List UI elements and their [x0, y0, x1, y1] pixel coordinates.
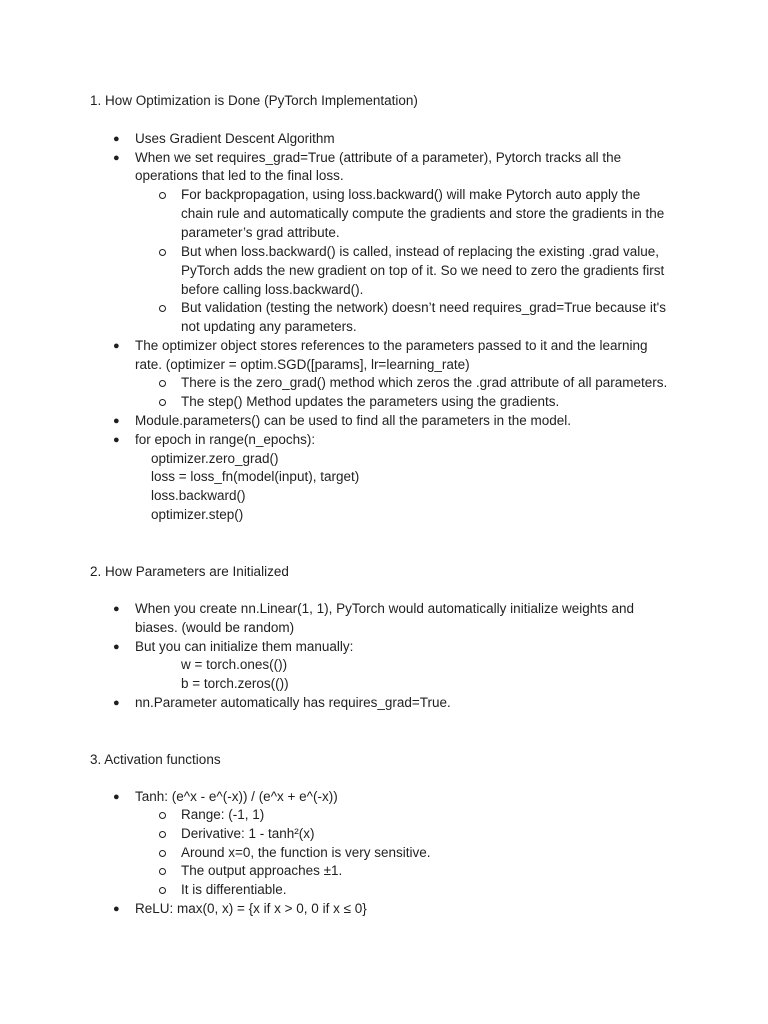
list-item-continuation: operations that led to the final loss. — [135, 168, 344, 183]
list-item: ReLU: max(0, x) = {x if x > 0, 0 if x ≤ 0} — [135, 901, 367, 916]
hollow-bullet-icon — [159, 399, 166, 406]
sub-list-item: The step() Method updates the parameters using the gradients. — [181, 394, 560, 409]
sub-list-item-continuation: before calling loss.backward(). — [181, 282, 364, 297]
bullet-icon: ● — [113, 791, 120, 803]
bullet-icon: ● — [113, 641, 120, 653]
code-line: optimizer.zero_grad() — [151, 451, 279, 466]
bullet-icon: ● — [113, 697, 120, 709]
sub-list-item-continuation: chain rule and automatically compute the gradients and store the gradients in the — [181, 206, 665, 221]
sub-list-item: Derivative: 1 - tanh²(x) — [181, 826, 315, 841]
list-item: The optimizer object stores references to the parameters passed to it and the learning — [135, 338, 648, 353]
hollow-bullet-icon — [159, 868, 166, 875]
sub-list-item: There is the zero_grad() method which zeros the .grad attribute of all parameters. — [181, 375, 668, 390]
sub-list-item: For backpropagation, using loss.backward() will make Pytorch auto apply the — [181, 187, 641, 202]
list-item: When you create nn.Linear(1, 1), PyTorch would automatically initialize weights and — [135, 601, 635, 616]
list-item: When we set requires_grad=True (attribute of a parameter), Pytorch tracks all the — [135, 150, 622, 165]
section-heading: 2. How Parameters are Initialized — [90, 564, 289, 579]
code-line: optimizer.step() — [151, 507, 244, 522]
bullet-icon: ● — [113, 415, 120, 427]
sub-list-item-continuation: PyTorch adds the new gradient on top of it. So we need to zero the gradients first — [181, 263, 665, 278]
bullet-icon: ● — [113, 603, 120, 615]
hollow-bullet-icon — [159, 305, 166, 312]
hollow-bullet-icon — [159, 249, 166, 256]
list-item: Uses Gradient Descent Algorithm — [135, 131, 335, 146]
bullet-icon: ● — [113, 434, 120, 446]
sub-list-item: It is differentiable. — [181, 882, 287, 897]
code-line: loss.backward() — [151, 488, 246, 503]
code-line: w = torch.ones(()) — [181, 657, 288, 672]
list-item: nn.Parameter automatically has requires_grad=True. — [135, 695, 451, 710]
hollow-bullet-icon — [159, 380, 166, 387]
code-line: b = torch.zeros(()) — [181, 676, 289, 691]
sub-list-item-continuation: parameter’s grad attribute. — [181, 225, 340, 240]
sub-list-item: Around x=0, the function is very sensitive. — [181, 845, 431, 860]
code-line: loss = loss_fn(model(input), target) — [151, 469, 360, 484]
section-heading: 1. How Optimization is Done (PyTorch Implementation) — [90, 93, 418, 108]
bullet-icon: ● — [113, 152, 120, 164]
list-item-continuation: rate. (optimizer = optim.SGD([params], lr=learning_rate) — [135, 357, 470, 372]
hollow-bullet-icon — [159, 192, 166, 199]
hollow-bullet-icon — [159, 831, 166, 838]
list-item-continuation: biases. (would be random) — [135, 620, 295, 635]
sub-list-item: Range: (-1, 1) — [181, 807, 265, 822]
sub-list-item: The output approaches ±1. — [181, 863, 343, 878]
hollow-bullet-icon — [159, 887, 166, 894]
sub-list-item-continuation: not updating any parameters. — [181, 319, 357, 334]
list-item: for epoch in range(n_epochs): — [135, 432, 316, 447]
list-item: But you can initialize them manually: — [135, 639, 354, 654]
list-item: Module.parameters() can be used to find all the parameters in the model. — [135, 413, 571, 428]
bullet-icon: ● — [113, 133, 120, 145]
hollow-bullet-icon — [159, 850, 166, 857]
sub-list-item: But when loss.backward() is called, instead of replacing the existing .grad value, — [181, 244, 660, 259]
bullet-icon: ● — [113, 903, 120, 915]
list-item: Tanh: (e^x - e^(-x)) / (e^x + e^(-x)) — [135, 789, 338, 804]
section-heading: 3. Activation functions — [90, 752, 221, 767]
sub-list-item: But validation (testing the network) doesn’t need requires_grad=True because it's — [181, 300, 666, 315]
bullet-icon: ● — [113, 340, 120, 352]
hollow-bullet-icon — [159, 812, 166, 819]
